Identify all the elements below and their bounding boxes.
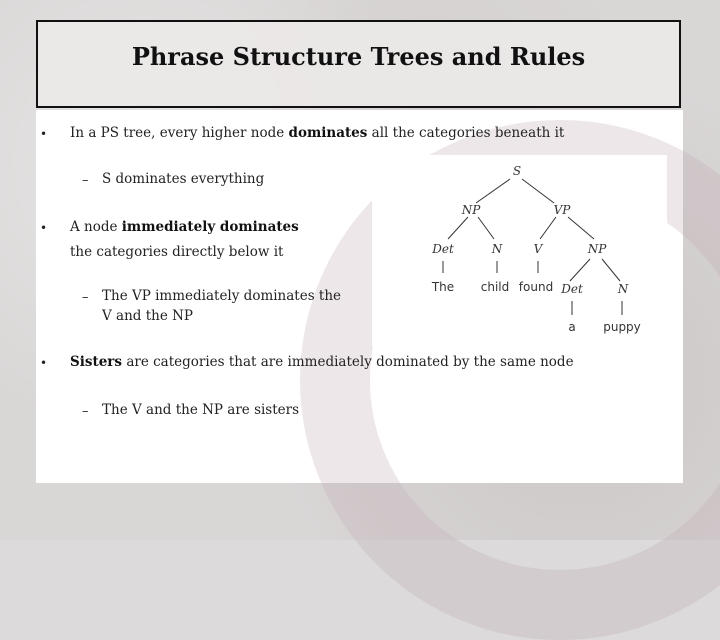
edge-np-det2 [570, 259, 590, 281]
sub-dash: – [82, 173, 89, 188]
node-np-2: NP [587, 242, 607, 256]
node-n-2: N [617, 282, 629, 296]
bullet-3-bold: Sisters [70, 354, 123, 370]
bullet-2-sub-1: The VP immediately dominates the [102, 288, 342, 304]
word-puppy: puppy [603, 320, 641, 334]
edge-s-vp [522, 179, 554, 203]
sub-dash: – [82, 404, 89, 419]
edge-s-np [476, 179, 510, 203]
edge-vp-v [540, 217, 556, 239]
bullet-2-line2: the categories directly below it [70, 244, 284, 260]
bullet-3-post: are categories that are immediately dominated by the same node [122, 354, 574, 370]
word-the: The [431, 280, 455, 294]
bullet-2-pre: A node [70, 219, 122, 235]
bullet-1-bold: dominates [288, 125, 368, 141]
bullet-2-text [70, 214, 299, 240]
phrase-structure-tree [372, 155, 667, 347]
bullet-1-pre: In a PS tree, every higher node [70, 125, 289, 141]
title-box [36, 20, 681, 108]
edge-vp-np [568, 217, 594, 239]
bullet-1-sub: S dominates everything [102, 171, 265, 187]
bullet-1-post: all the categories beneath it [367, 125, 565, 141]
bullet-3-sub: The V and the NP are sisters [102, 402, 300, 418]
node-det: Det [432, 242, 454, 256]
bullet-2-sub-2: V and the NP [102, 308, 194, 324]
word-a: a [568, 320, 576, 334]
slide-title: Phrase Structure Trees and Rules [131, 41, 586, 71]
bullet-marker: • [40, 127, 48, 141]
node-s: S [512, 164, 522, 178]
bullet-2-bold: immediately dominates [121, 219, 299, 235]
edge-np-n2 [602, 259, 620, 281]
bullet-3-text [70, 349, 574, 375]
sub-dash: – [82, 290, 89, 305]
node-np: NP [461, 203, 481, 217]
node-n: N [491, 242, 503, 256]
edge-np-n [478, 217, 494, 239]
bullet-marker: • [40, 221, 48, 235]
node-v: V [533, 242, 543, 256]
node-det-2: Det [561, 282, 583, 296]
tree-svg [372, 155, 667, 347]
node-vp: VP [553, 203, 571, 217]
word-found: found [518, 280, 554, 294]
bullet-1-text [70, 120, 564, 146]
edge-np-det [448, 217, 468, 239]
bullet-marker: • [40, 356, 48, 370]
word-child: child [480, 280, 510, 294]
